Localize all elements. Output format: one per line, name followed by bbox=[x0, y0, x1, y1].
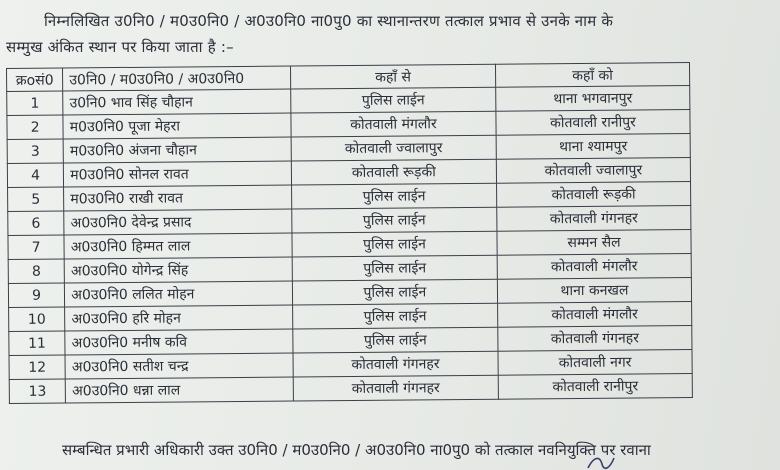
cell-officer-name: म0उ0नि0 अंजना चौहान bbox=[63, 137, 291, 163]
header-serial-number: क्रoसं0 bbox=[7, 68, 63, 91]
cell-from-location: पुलिस लाईन bbox=[293, 327, 498, 353]
cell-to-location: कोतवाली नगर bbox=[498, 350, 692, 376]
cell-to-location: थाना कनखल bbox=[497, 278, 691, 304]
cell-officer-name: म0उ0नि0 सोनल रावत bbox=[64, 161, 292, 187]
cell-to-location: कोतवाली ज्वालापुर bbox=[496, 158, 690, 184]
cell-officer-name: अ0उ0नि0 हरि मोहन bbox=[65, 305, 293, 331]
cell-serial-number: 8 bbox=[8, 259, 64, 283]
cell-serial-number: 4 bbox=[7, 163, 63, 187]
cell-to-location: कोतवाली मंगलौर bbox=[498, 302, 692, 328]
cell-serial-number: 9 bbox=[8, 283, 64, 307]
cell-to-location: सम्मन सैल bbox=[497, 230, 691, 256]
cell-to-location: थाना श्यामपुर bbox=[496, 134, 690, 160]
cell-to-location: कोतवाली मंगलौर bbox=[497, 254, 691, 280]
table-body bbox=[7, 86, 693, 404]
cell-officer-name: अ0उ0नि0 सतीश चन्द्र bbox=[65, 353, 293, 379]
cell-from-location: कोतवाली गंगनहर bbox=[293, 375, 498, 401]
cell-to-location: कोतवाली रानीपुर bbox=[498, 374, 692, 400]
cell-to-location: कोतवाली रानीपुर bbox=[496, 110, 690, 136]
cell-serial-number: 5 bbox=[8, 187, 64, 211]
cell-to-location: कोतवाली रूड़की bbox=[497, 182, 691, 208]
intro-line-1: निम्नलिखित उ0नि0 / म0उ0नि0 / अ0उ0नि0 ना0पु0 का स्थानान्तरण तत्काल प्रभाव से उनके नाम के bbox=[44, 12, 614, 30]
cell-officer-name: म0उ0नि0 पूजा मेहरा bbox=[63, 113, 291, 139]
header-from-location: कहाँ से bbox=[290, 64, 495, 89]
header-officer-name: उ0नि0 / म0उ0नि0 / अ0उ0नि0 bbox=[63, 66, 291, 91]
cell-from-location: पुलिस लाईन bbox=[292, 231, 497, 257]
transfer-table bbox=[6, 62, 693, 404]
cell-serial-number: 2 bbox=[7, 115, 63, 139]
cell-serial-number: 11 bbox=[9, 331, 65, 355]
cell-to-location: थाना भगवानपुर bbox=[496, 86, 690, 112]
cell-from-location: कोतवाली गंगनहर bbox=[293, 351, 498, 377]
cell-from-location: पुलिस लाईन bbox=[292, 255, 497, 281]
cell-serial-number: 13 bbox=[9, 379, 65, 403]
cell-officer-name: उ0नि0 भाव सिंह चौहान bbox=[63, 89, 291, 115]
cell-officer-name: अ0उ0नि0 मनीष कवि bbox=[65, 329, 293, 355]
cell-officer-name: अ0उ0नि0 ललित मोहन bbox=[65, 281, 293, 307]
cell-to-location: कोतवाली गंगनहर bbox=[497, 206, 691, 232]
closing-line: सम्बन्धित प्रभारी अधिकारी उक्त उ0नि0 / म0उ0नि0 / अ0उ0नि0 ना0पु0 को तत्काल नवनियुक्ति पर रवाना bbox=[62, 441, 651, 459]
cell-serial-number: 3 bbox=[7, 139, 63, 163]
cell-from-location: पुलिस लाईन bbox=[292, 303, 497, 329]
pen-mark-icon bbox=[586, 454, 616, 470]
cell-officer-name: अ0उ0नि0 हिम्मत लाल bbox=[64, 233, 292, 259]
header-to-location: कहाँ को bbox=[495, 63, 689, 88]
cell-serial-number: 7 bbox=[8, 235, 64, 259]
cell-from-location: पुलिस लाईन bbox=[291, 87, 496, 113]
cell-from-location: पुलिस लाईन bbox=[291, 183, 496, 209]
cell-serial-number: 1 bbox=[7, 91, 63, 115]
table-row bbox=[9, 374, 692, 404]
cell-from-location: कोतवाली मंगलौर bbox=[291, 111, 496, 137]
cell-officer-name: म0उ0नि0 राखी रावत bbox=[64, 185, 292, 211]
cell-to-location: कोतवाली गंगनहर bbox=[498, 326, 692, 352]
cell-serial-number: 6 bbox=[8, 211, 64, 235]
cell-serial-number: 12 bbox=[9, 355, 65, 379]
cell-from-location: पुलिस लाईन bbox=[292, 279, 497, 305]
intro-paragraph bbox=[0, 8, 770, 60]
cell-from-location: पुलिस लाईन bbox=[292, 207, 497, 233]
cell-officer-name: अ0उ0नि0 देवेन्द्र प्रसाद bbox=[64, 209, 292, 235]
cell-from-location: कोतवाली रूड़की bbox=[291, 159, 496, 185]
cell-from-location: कोतवाली ज्वालापुर bbox=[291, 135, 496, 161]
cell-officer-name: अ0उ0नि0 योगेन्द्र सिंह bbox=[64, 257, 292, 283]
cell-officer-name: अ0उ0नि0 धन्ना लाल bbox=[65, 377, 293, 403]
intro-line-2: सम्मुख अंकित स्थान पर किया जाता है :– bbox=[6, 38, 234, 56]
cell-serial-number: 10 bbox=[9, 307, 65, 331]
